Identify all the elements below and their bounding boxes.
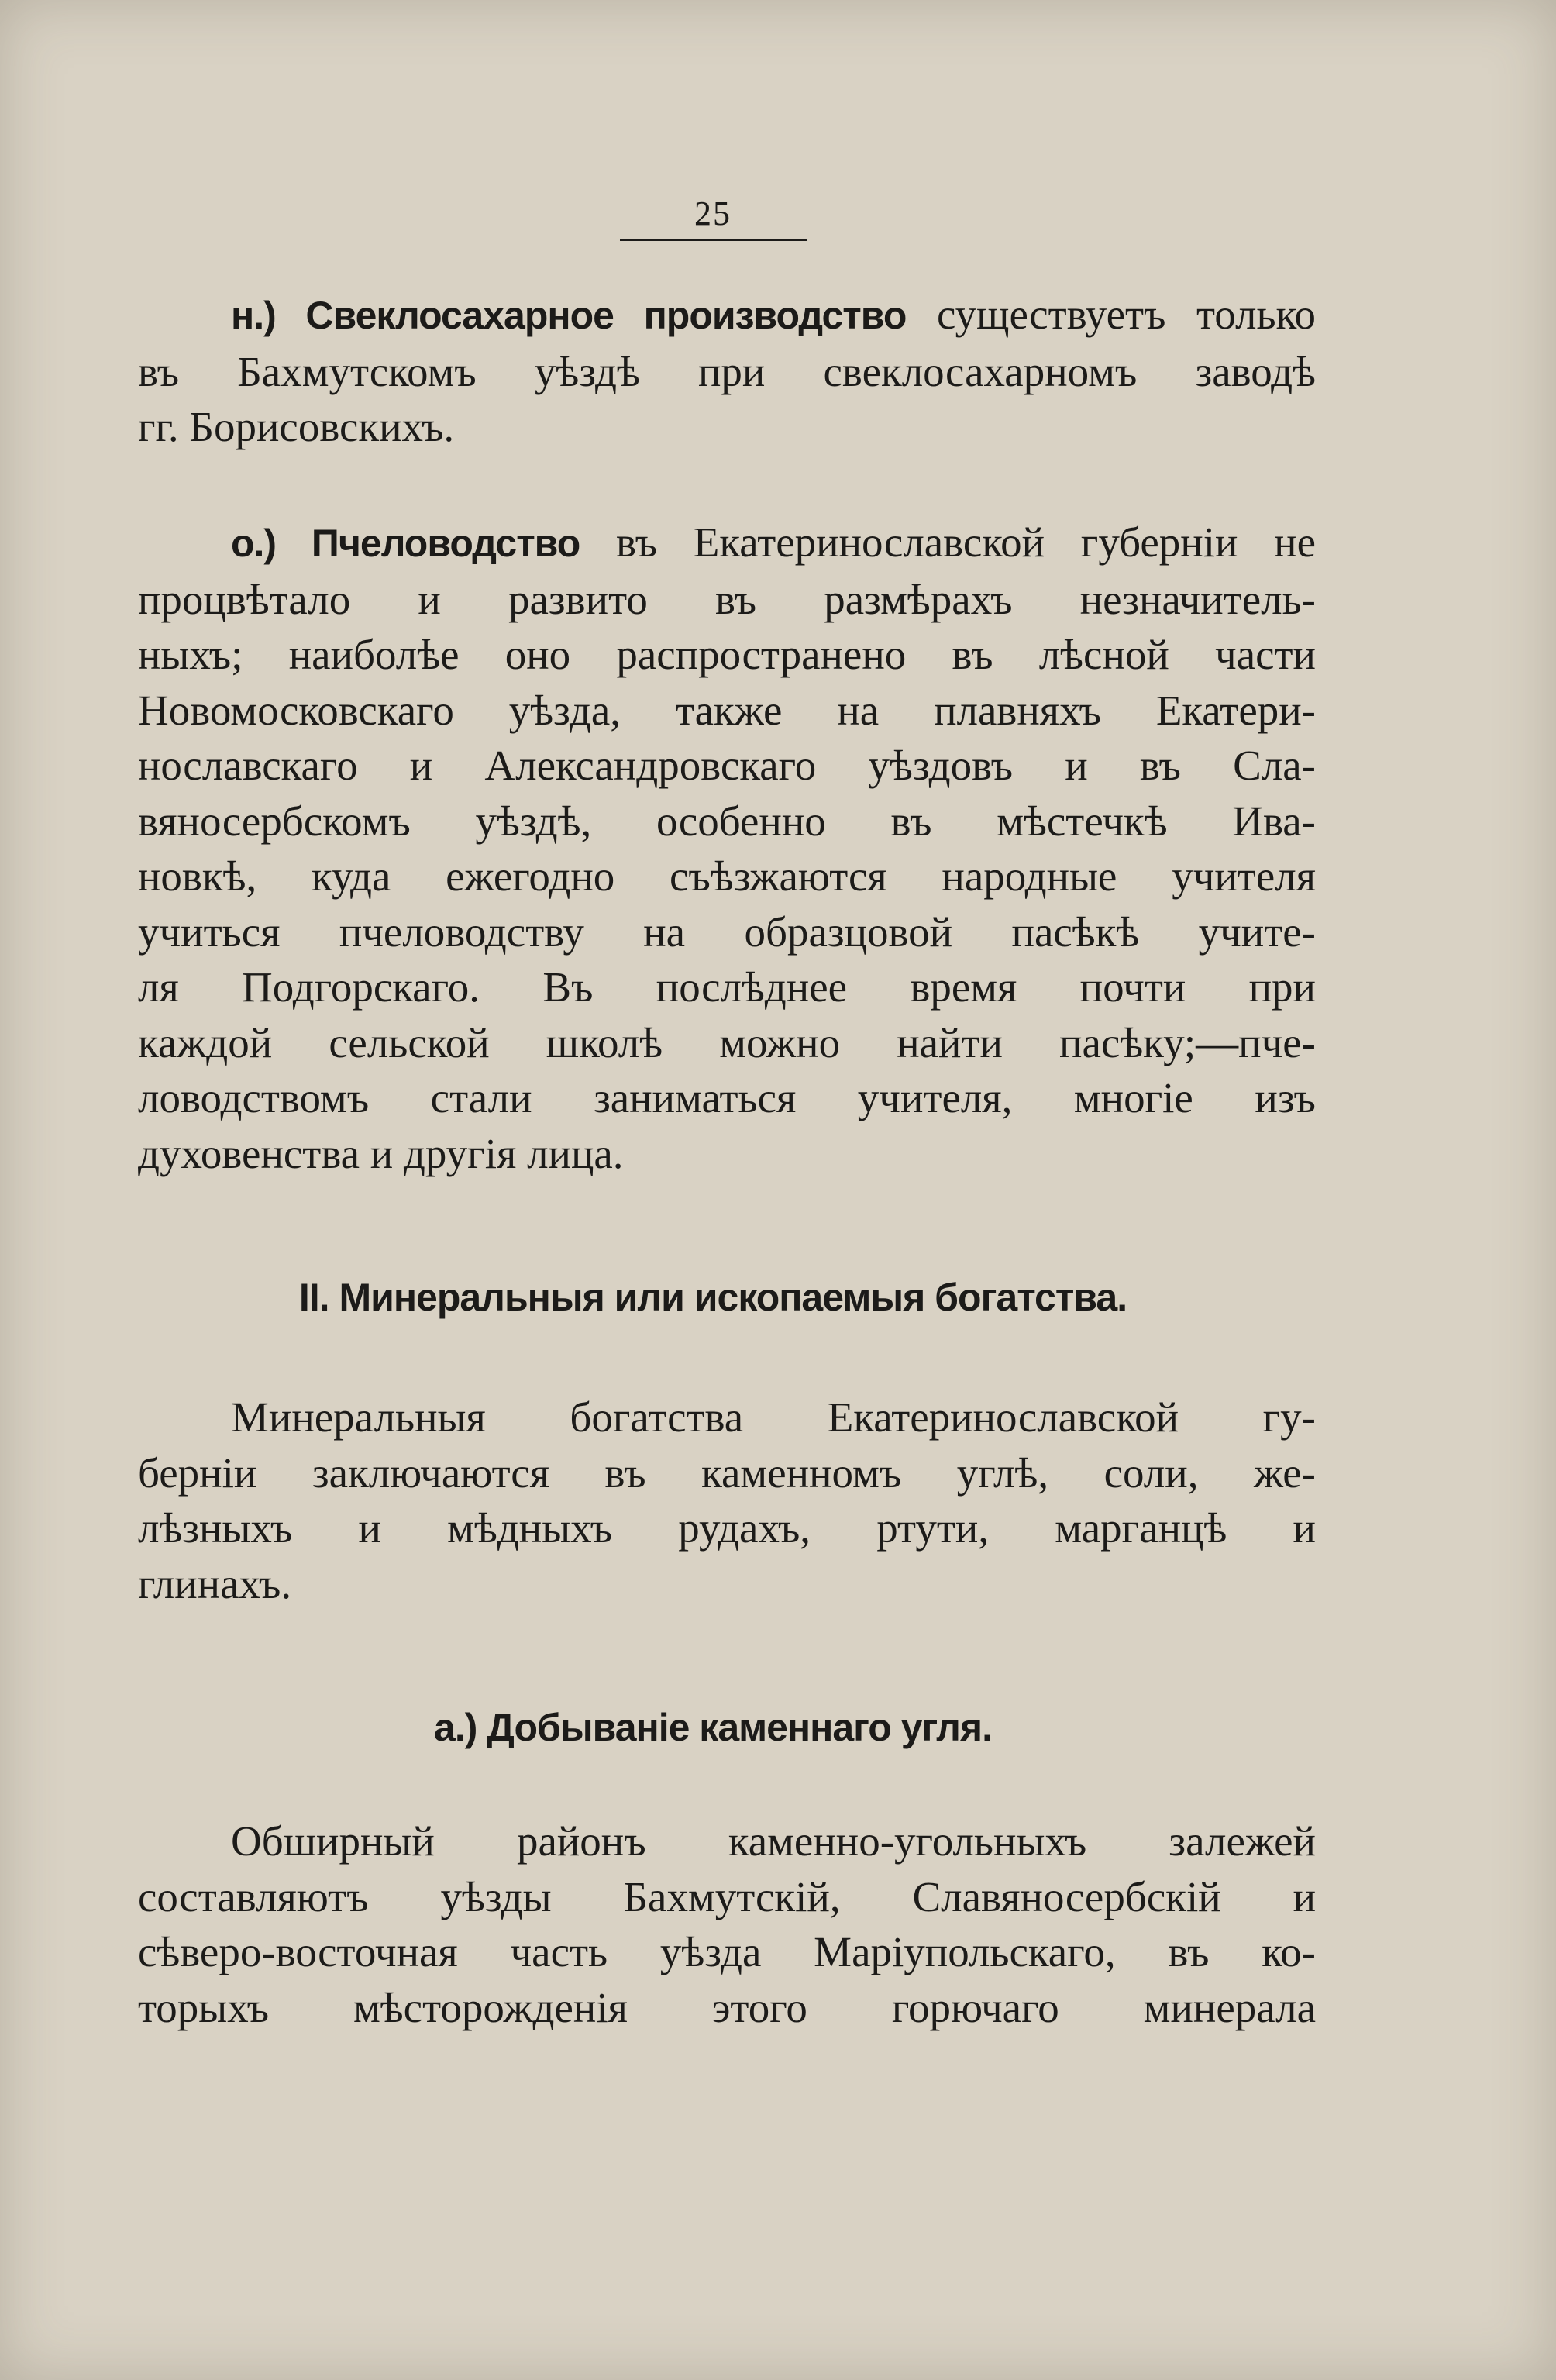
section-heading-coal: а.) Добываніе каменнаго угля.: [434, 1706, 992, 1749]
paragraph-lead-title: о.) Пчеловодство: [231, 522, 580, 565]
paragraph-line: вяносербскомъ уѣздѣ, особенно въ мѣстечкѣ Ива-: [138, 797, 1316, 845]
paragraph-line: Обширный районъ каменно-угольныхъ залежей: [231, 1817, 1316, 1865]
paragraph-line: каждой сельской школѣ можно найти пасѣку;—пче-: [138, 1018, 1316, 1066]
paragraph-line: торыхъ мѣсторожденія этого горючаго минерала: [138, 1983, 1316, 2031]
paragraph-line: духовенства и другія лица.: [138, 1129, 624, 1177]
paragraph-line: ныхъ; наиболѣе оно распространено въ лѣсной части: [138, 631, 1316, 678]
paragraph-coal: [138, 1813, 1316, 2035]
paragraph-line: ля Подгорскаго. Въ послѣднее время почти при: [138, 963, 1316, 1011]
page-number: 25: [694, 195, 732, 232]
paragraph-line: составляютъ уѣзды Бахмутскій, Славяносербскій и: [138, 1872, 1316, 1920]
paragraph-line: въ Бахмутскомъ уѣздѣ при свеклосахарномъ заводѣ: [138, 347, 1316, 395]
paragraph-line: сѣверо-восточная часть уѣзда Маріупольскаго, въ ко-: [138, 1928, 1316, 1975]
section-heading-minerals: II. Минеральныя или ископаемыя богатства.: [298, 1276, 1127, 1319]
paragraph-line: глинахъ.: [138, 1559, 292, 1607]
paragraph-line: н.) Свеклосахарное производство существуетъ только: [231, 291, 1317, 338]
paragraph-line: ловодствомъ стали заниматься учителя, многіе изъ: [138, 1074, 1316, 1121]
paragraph-minerals: [138, 1390, 1316, 1611]
paragraph-line: Минеральныя богатства Екатеринославской гу-: [231, 1393, 1316, 1441]
page-number-rule: [620, 239, 807, 241]
paragraph-line: нославскаго и Александровскаго уѣздовъ и въ Сла-: [138, 742, 1316, 789]
paragraph-lead-title: н.) Свеклосахарное производство: [231, 294, 907, 337]
paragraph-line: лѣзныхъ и мѣдныхъ рудахъ, ртути, марганцѣ и: [138, 1504, 1316, 1552]
paragraph-line: процвѣтало и развито въ размѣрахъ незначитель-: [138, 575, 1316, 623]
paragraph-line: Новомосковскаго уѣзда, также на плавняхъ Екатери-: [138, 686, 1316, 734]
paragraph-line: о.) Пчеловодство въ Екатеринославской губерніи не: [231, 518, 1316, 566]
paragraph-beekeeping: [138, 515, 1316, 1181]
paragraph-line: берніи заключаются въ каменномъ углѣ, соли, же-: [138, 1448, 1316, 1497]
paragraph-line: гг. Борисовскихъ.: [138, 403, 455, 450]
paragraph-sugar-beet: [138, 287, 1316, 455]
paragraph-line: учиться пчеловодству на образцовой пасѣкѣ учите-: [138, 908, 1316, 956]
paragraph-line: новкѣ, куда ежегодно съѣзжаются народные учителя: [138, 852, 1316, 900]
